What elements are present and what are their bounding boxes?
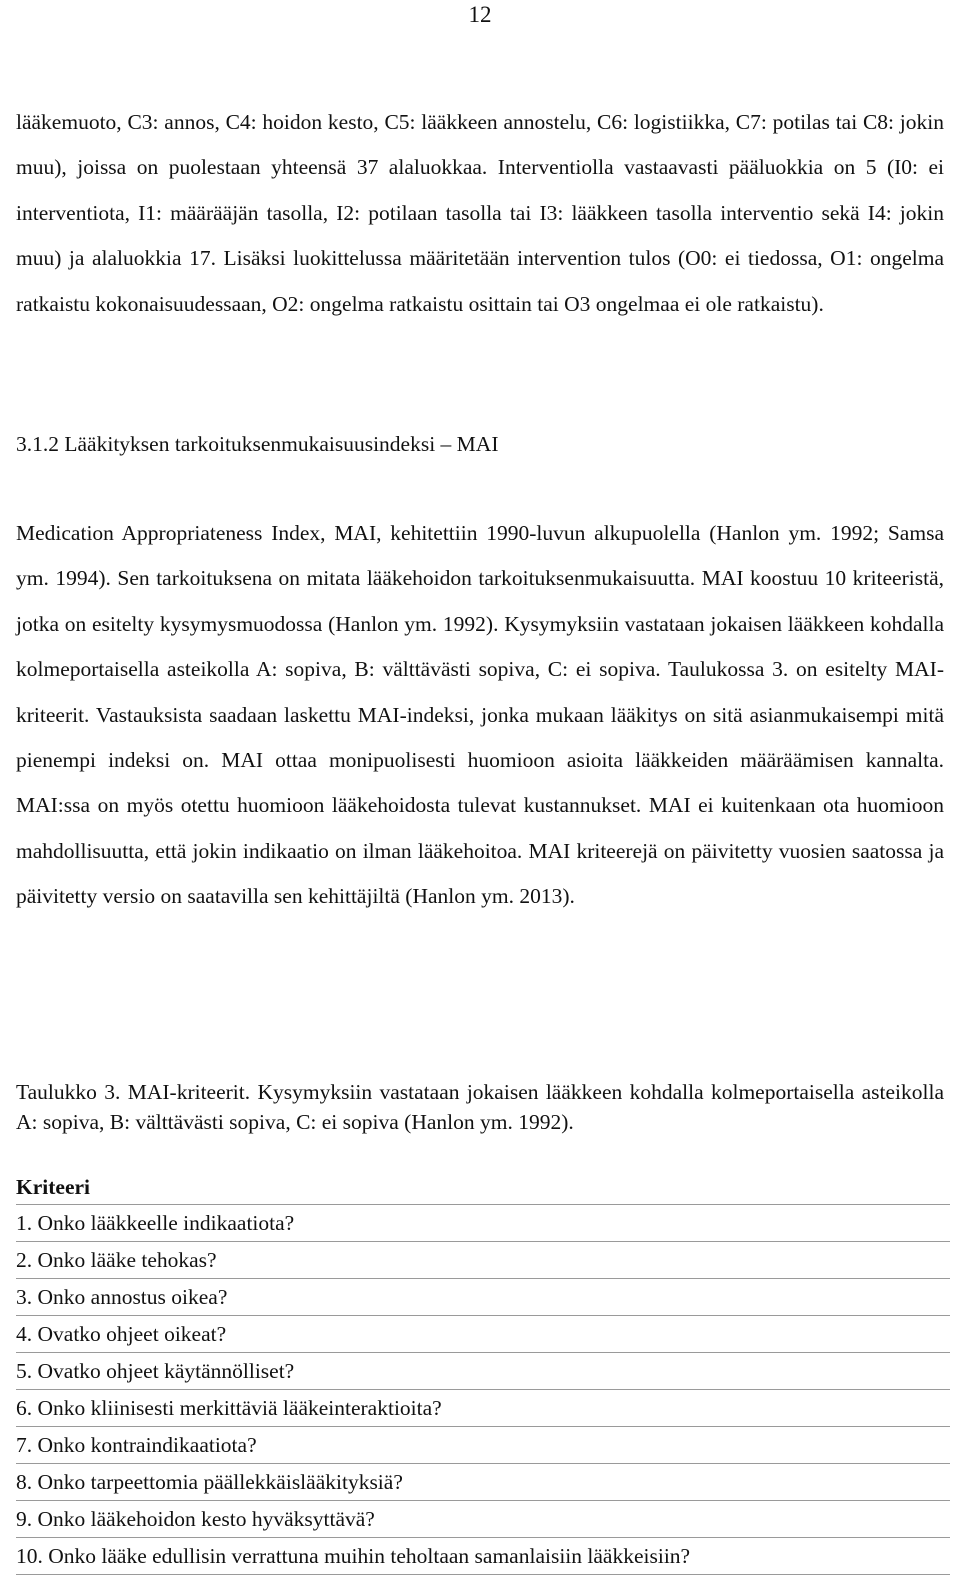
section-heading: 3.1.2 Lääkityksen tarkoituksenmukaisuusindeksi – MAI xyxy=(16,432,499,456)
table-row xyxy=(16,1316,950,1353)
table-row xyxy=(16,1353,950,1390)
criterion-cell: 5. Ovatko ohjeet käytännölliset? xyxy=(16,1353,950,1390)
criterion-cell: 10. Onko lääke edullisin verrattuna muihin teholtaan samanlaisiin lääkkeisiin? xyxy=(16,1538,950,1575)
body-paragraph-mai: Medication Appropriateness Index, MAI, kehitettiin 1990-luvun alkupuolella (Hanlon ym. 1992; Samsa ym. 1994). Sen tarkoituksena on mitata lääkehoidon tarkoituksenmukaisuutta. MAI koostuu 10 kriteeristä, jotka on esitelty kysymysmuodossa (Hanlon ym. 1992). Kysymyksiin vastataan jokaisen lääkkeen kohdalla kolmeportaisella asteikolla A: sopiva, B: välttävästi sopiva, C: ei sopiva. Taulukossa 3. on esitelty MAI-kriteerit. Vastauksista saadaan laskettu MAI-indeksi, jonka mukaan lääkitys on sitä asianmukaisempi mitä pienempi indeksi on. MAI ottaa monipuolisesti huomioon asioita lääkkeiden määräämisen kannalta. MAI:ssa on myös otettu huomioon lääkehoidosta tulevat kustannukset. MAI ei kuitenkaan ota huomioon mahdollisuutta, että jokin indikaatio on ilman lääkehoitoa. MAI kriteerejä on päivitetty vuosien saatossa ja päivitetty versio on saatavilla sen kehittäjiltä (Hanlon ym. 2013). xyxy=(16,521,944,909)
body-paragraph-classification: lääkemuoto, C3: annos, C4: hoidon kesto, C5: lääkkeen annostelu, C6: logistiikka, C7: potilas tai C8: jokin muu), joissa on puolestaan yhteensä 37 alaluokkaa. Interventiolla vastaavasti pääluokkia on 5 (I0: ei interventiota, I1: määrääjän tasolla, I2: potilaan tasolla tai I3: lääkkeen tasolla interventio sekä I4: jokin muu) ja alaluokkia 17. Lisäksi luokittelussa määritetään intervention tulos (O0: ei tiedossa, O1: ongelma ratkaistu kokonaisuudessaan, O2: ongelma ratkaistu osittain tai O3 ongelmaa ei ole ratkaistu). xyxy=(16,110,944,316)
table-row xyxy=(16,1501,950,1538)
criterion-cell: 9. Onko lääkehoidon kesto hyväksyttävä? xyxy=(16,1501,950,1538)
criterion-cell: 3. Onko annostus oikea? xyxy=(16,1279,950,1316)
table-row xyxy=(16,1427,950,1464)
table-row xyxy=(16,1538,950,1575)
table-row xyxy=(16,1464,950,1501)
criterion-cell: 1. Onko lääkkeelle indikaatiota? xyxy=(16,1205,950,1242)
criterion-cell: 8. Onko tarpeettomia päällekkäislääkityksiä? xyxy=(16,1464,950,1501)
table-header-row xyxy=(16,1170,950,1205)
table-row xyxy=(16,1390,950,1427)
table-header-criteria: Kriteeri xyxy=(16,1170,950,1205)
table-row xyxy=(16,1279,950,1316)
criterion-cell: 2. Onko lääke tehokas? xyxy=(16,1242,950,1279)
page-number: 12 xyxy=(468,2,492,27)
criterion-cell: 6. Onko kliinisesti merkittäviä lääkeinteraktioita? xyxy=(16,1390,950,1427)
criterion-cell: 7. Onko kontraindikaatiota? xyxy=(16,1427,950,1464)
table-row xyxy=(16,1242,950,1279)
criteria-table xyxy=(16,1170,950,1575)
criterion-cell: 4. Ovatko ohjeet oikeat? xyxy=(16,1316,950,1353)
table-caption: Taulukko 3. MAI-kriteerit. Kysymyksiin vastataan jokaisen lääkkeen kohdalla kolmeportaisella asteikolla A: sopiva, B: välttävästi sopiva, C: ei sopiva (Hanlon ym. 1992). xyxy=(16,1080,944,1134)
table-row xyxy=(16,1205,950,1242)
